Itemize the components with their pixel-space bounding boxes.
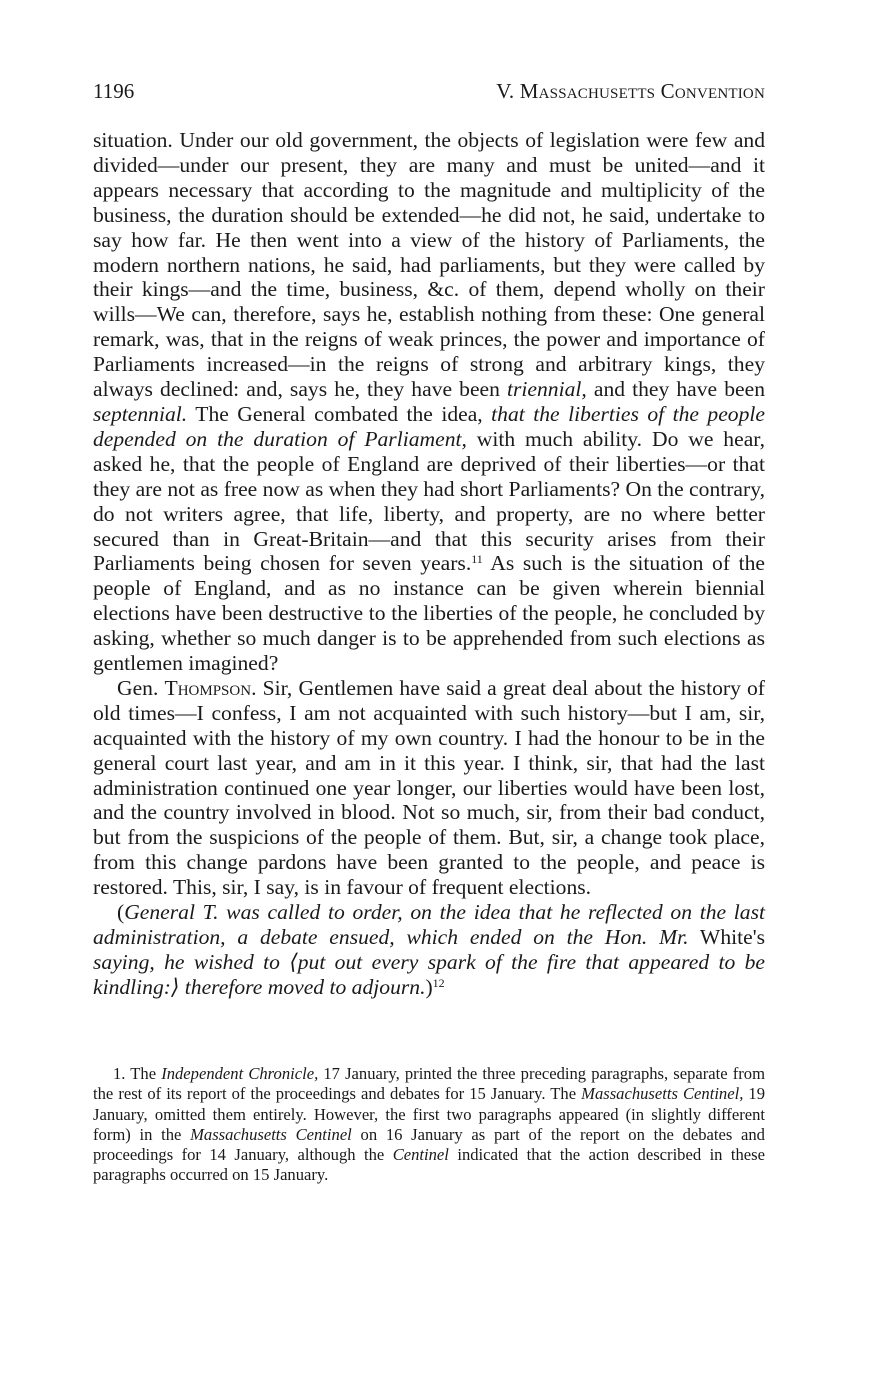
main-text xyxy=(93,128,765,1000)
italic-run: Massachusetts Centinel xyxy=(190,1124,352,1144)
text-run: situation. Under our old government, the objects of legislation were few and divided—under our present, they are many and must be united—and it appears necessary that according to the magnitude and multiplicity of the business, the duration should be extended—he did not, he said, undertake to say how far. He then went into a view of the history of Parliaments, the modern northern nations, he said, had parliaments, but they were called by their kings—and the time, business, &c. of them, depend wholly on their wills—We can, therefore, says he, establish nothing from these: One general remark, was, that in the reigns of weak princes, the power and importance of Parliaments increased—in the reigns of strong and arbitrary kings, they always declined: and, says he, they have been xyxy=(93,128,765,402)
text-run: indicated that the action described in these paragraphs occurred on 15 January. xyxy=(93,1145,765,1185)
paragraph-2 xyxy=(93,676,765,900)
italic-run: triennial, xyxy=(507,377,587,402)
footnote-ref-11: 11 xyxy=(471,552,483,567)
italic-run: septennial. xyxy=(93,401,188,426)
italic-run: Centinel xyxy=(392,1145,449,1165)
paragraph-3 xyxy=(93,900,765,1000)
paragraph-1 xyxy=(93,128,765,676)
running-title: V. Massachusetts Convention xyxy=(496,79,765,103)
roman-run: White's xyxy=(688,925,765,949)
speaker-name: Thompson xyxy=(164,675,252,700)
page-number: 1196 xyxy=(93,79,135,103)
text-run: 19 January, omitted them entirely. However, the first two paragraphs appeared (in slightly different form) in the xyxy=(93,1084,766,1144)
running-header xyxy=(93,76,765,106)
close-paren: ) xyxy=(425,974,433,999)
footnotes xyxy=(93,1064,765,1186)
text-run: with much ability. Do we hear, asked he, that the people of England are deprived of their liberties—or that they are not as free now as when they had short Parliaments? On the contrary, do not writers agree, that life, liberty, and property, are no where better secured than in Great-Britain—and that this security arises from their Parliaments being chosen for seven years. xyxy=(93,426,766,576)
footnote-ref-12: 12 xyxy=(432,975,445,990)
speaker-prefix: Gen. xyxy=(117,675,165,700)
text-run: on 16 January as part of the report on the debates and proceedings for 14 January, although the xyxy=(93,1124,765,1165)
italic-run: Independent Chronicle, xyxy=(161,1064,319,1083)
text-run: The General combated the idea, xyxy=(187,401,492,426)
italic-run: that the liberties of the people depended on the duration of Parliament, xyxy=(93,401,765,451)
text-run: and they have been xyxy=(586,377,765,402)
text-run: 1. The xyxy=(113,1064,162,1083)
text-run: As such is the situation of the people of England, and as no instance can be given wherein biennial elections have been destructive to the liberties of the people, he concluded by asking, whether so much danger is to be apprehended from such elections as gentlemen imagined? xyxy=(93,551,765,676)
text-run: 17 January, printed the three preceding paragraphs, separate from the rest of its report of the proceedings and debates for 15 January. The xyxy=(93,1064,765,1104)
italic-run: saying, he wished to ⟨put out every spark of the fire that appeared to be kindling:⟩ therefore moved to adjourn. xyxy=(93,949,765,999)
italic-run: General T. was called to order, on the idea that he reflected on the last administration, a debate ensued, which ended on the Hon. Mr. xyxy=(93,900,765,949)
open-paren: ( xyxy=(117,900,125,925)
italic-run: Massachusetts Centinel, xyxy=(581,1084,744,1104)
footnote-1 xyxy=(93,1064,765,1186)
text-run: . Sir, Gentlemen have said a great deal about the history of old times—I confess, I am not acquainted with such history—but I am, sir, acquainted with the history of my own country. I had the honour to be in the general court last year, and am in it this year. I think, sir, that had the last administration continued one year longer, our liberties would have been lost, and the country involved in blood. Not so much, sir, from their bad conduct, but from the suspicions of the people of them. But, sir, a change took place, from this change pardons have been granted to the people, and peace is restored. This, sir, I say, is in favour of frequent elections. xyxy=(93,675,765,900)
